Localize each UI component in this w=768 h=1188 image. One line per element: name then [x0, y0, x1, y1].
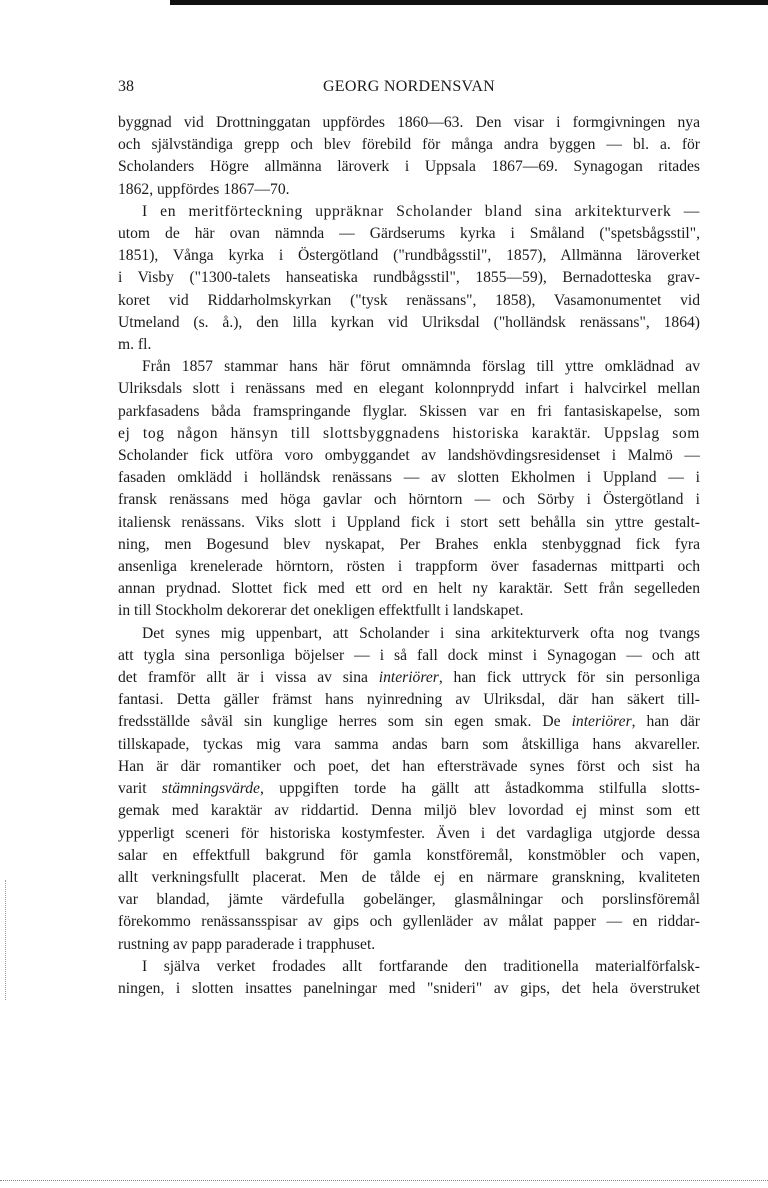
book-page — [118, 78, 700, 1000]
text-line: ypperligt sceneri för historiska kostymfester. Även i det vardagliga utgjorde dessa — [118, 824, 700, 842]
paragraph — [118, 112, 700, 201]
italic-term: stämningsvärde — [161, 780, 260, 798]
text-line: att tygla sina personliga böjelser — i så fall dock minst i Synagogan — och att — [118, 646, 700, 664]
text-line: förekommo renässansspisar av gips och gyllenläder av målat papper — en riddar- — [118, 913, 700, 931]
text-line: ningen, i slotten insattes panelningar med "snideri" av gips, det hela överstruket — [118, 979, 700, 997]
text-line: Scholander fick utföra voro ombyggandet av landshövdingsresidenset i Malmö — — [118, 447, 700, 465]
text-line: m. fl. — [118, 336, 152, 354]
text-line: fransk renässans med höga gavlar och hörntorn — och Sörby i Östergötland i — [118, 491, 700, 509]
paragraph — [118, 956, 700, 1000]
text-line: Från 1857 stammar hans här förut omnämnda förslag till yttre omklädnad av — [142, 358, 700, 376]
text-line: Det synes mig uppenbart, att Scholander i sina arkitekturverk ofta nog tvangs — [142, 624, 700, 642]
text-line: ej tog någon hänsyn till slottsbyggnadens historiska karaktär. Uppslag som — [118, 424, 700, 442]
text-line: utom de här ovan nämnda — Gärdserums kyrka i Småland ("spetsbågsstil", — [118, 225, 700, 243]
text-line: in till Stockholm dekorerar det onekligen effektfullt i landskapet. — [118, 602, 524, 620]
text-line: ning, men Bogesund blev nyskapat, Per Brahes enkla stenbyggnad fick fyra — [118, 535, 700, 553]
italic-term: interiörer — [571, 713, 632, 731]
text-line: I en meritförteckning uppräknar Scholander bland sina arkitekturverk — — [142, 202, 700, 220]
text-line: Scholanders Högre allmänna läroverk i Uppsala 1867—69. Synagogan ritades — [118, 158, 700, 176]
text-line: 1851), Vånga kyrka i Östergötland ("rundbågsstil", 1857), Allmänna läroverket — [118, 247, 700, 265]
text-line: fredsställde såväl sin kunglige herres som sin egen smak. De interiörer, han där — [118, 713, 700, 731]
body-text — [118, 112, 700, 1000]
paragraph — [118, 623, 700, 956]
text-line: I själva verket frodades allt fortfarande den traditionella materialförfalsk- — [142, 957, 700, 975]
text-line: italiensk renässans. Viks slott i Uppland fick i stort sett behålla sin yttre gestalt- — [118, 513, 700, 531]
paragraph — [118, 201, 700, 356]
running-head — [118, 78, 700, 100]
text-line: salar en effektfull bakgrund för gamla konstföremål, konstmöbler och vapen, — [118, 846, 700, 864]
scan-edge-left — [5, 880, 7, 1000]
text-line: var blandad, jämte värdefulla gobelänger, glasmålningar och porslinsföremål — [118, 891, 700, 909]
text-line: i Visby ("1300-talets hanseatiska rundbågsstil", 1855—59), Bernadotteska grav- — [118, 269, 700, 287]
scan-edge-top — [170, 0, 768, 5]
text-line: Ulriksdals slott i renässans med en elegant kolonnprydd infart i halvcirkel mellan — [118, 380, 700, 398]
text-line: byggnad vid Drottninggatan uppfördes 1860—63. Den visar i formgivningen nya — [118, 114, 700, 131]
text-line: ansenliga krenelerade hörntorn, rösten i trappform över fasadernas mittparti och — [118, 558, 700, 576]
text-line: Utmeland (s. å.), den lilla kyrkan vid Ulriksdal ("holländsk renässans", 1864) — [118, 313, 700, 331]
text-line: fantasi. Detta gäller främst hans nyinredning av Ulriksdal, där han säkert till- — [118, 691, 700, 709]
text-line: 1862, uppfördes 1867—70. — [118, 180, 290, 198]
text-line: rustning av papp paraderade i trapphuset. — [118, 935, 376, 953]
page-number: 38 — [118, 78, 134, 95]
text-line: annan prydnad. Slottet fick med ett ord en helt ny karaktär. Sett från segelleden — [118, 580, 700, 598]
text-line: fasaden omklädd i holländsk renässans — av slotten Ekholmen i Uppland — i — [118, 469, 700, 487]
text-line: och självständiga grepp och blev förebild för många andra byggen — bl. a. för — [118, 136, 700, 154]
text-line: allt verkningsfullt placerat. Men de tålde ej en närmare granskning, kvaliteten — [118, 868, 700, 886]
text-line: koret vid Riddarholmskyrkan ("tysk renässans", 1858), Vasamonumentet vid — [118, 291, 700, 309]
running-title: GEORG NORDENSVAN — [322, 78, 496, 95]
text-line: det framför allt är i vissa av sina interiörer, han fick uttryck för sin personliga — [118, 669, 700, 687]
scan-edge-bottom — [0, 1180, 768, 1182]
paragraph — [118, 356, 700, 622]
text-line: tillskapade, tyckas mig vara samma andas barn som åtskilliga hans akvareller. — [118, 735, 700, 753]
italic-term: interiörer — [378, 669, 439, 687]
text-line: Han är där romantiker och poet, det han eftersträvade synes först och sist ha — [118, 757, 700, 775]
text-line: varit stämningsvärde, uppgiften torde ha gällt att åstadkomma stilfulla slotts- — [118, 780, 700, 798]
text-line: parkfasadens båda framspringande flyglar. Skissen var en fri fantasiskapelse, som — [118, 402, 700, 420]
text-line: gemak med karaktär av riddartid. Denna miljö blev lovordad ej minst som ett — [118, 802, 700, 820]
